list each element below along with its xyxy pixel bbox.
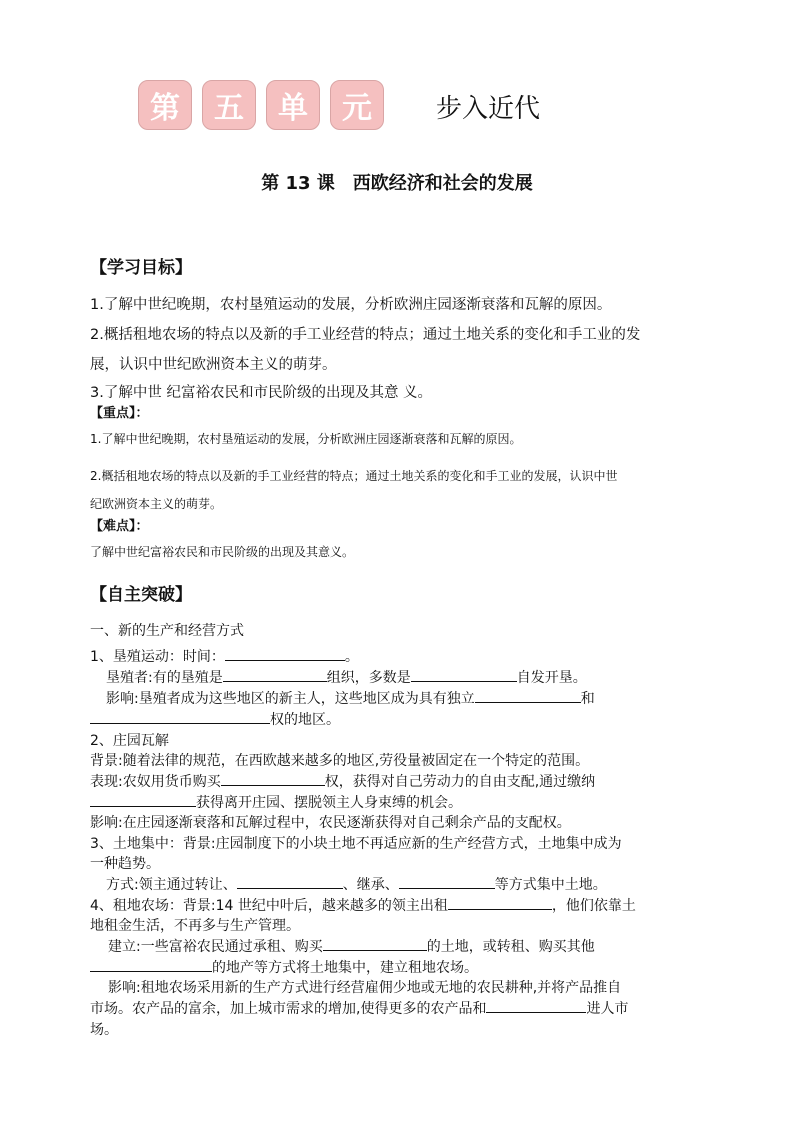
lesson-title: 第 13 课 西欧经济和社会的发展 bbox=[261, 173, 533, 194]
text-line: 垦殖者:有的垦殖是 组织，多数是 自发开垦。 bbox=[106, 667, 587, 687]
unit-char: 五 bbox=[214, 91, 244, 126]
fill-blank[interactable] bbox=[448, 895, 552, 910]
text-line: 权的地区。 bbox=[90, 709, 340, 729]
key-point-item: 纪欧洲资本主义的萌芽。 bbox=[90, 497, 223, 511]
unit-char-box-4 bbox=[330, 80, 384, 130]
fill-blank[interactable] bbox=[90, 709, 270, 724]
text-line: 影响:在庄园逐渐衰落和瓦解过程中，农民逐渐获得对自己剩余产品的支配权。 bbox=[90, 815, 571, 831]
unit-char: 第 bbox=[150, 91, 180, 126]
key-point-item: 1.了解中世纪晚期，农村垦殖运动的发展，分析欧洲庄园逐渐衰落和瓦解的原因。 bbox=[90, 432, 522, 446]
text-line: 背景:随着法律的规范，在西欧越来越多的地区,劳役量被固定在一个特定的范围。 bbox=[90, 753, 590, 769]
text-line: 的地产等方式将土地集中，建立租地农场。 bbox=[90, 957, 478, 977]
difficulty-item: 了解中世纪富裕农民和市民阶级的出现及其意义。 bbox=[90, 545, 355, 559]
self-study-heading: 【自主突破】 bbox=[90, 585, 192, 605]
text-line: 方式:领主通过转让、 、继承、 等方式集中土地。 bbox=[106, 874, 607, 894]
fill-blank[interactable] bbox=[90, 957, 212, 972]
text-line: 一种趋势。 bbox=[90, 856, 160, 872]
fill-blank[interactable] bbox=[399, 874, 495, 889]
fill-blank[interactable] bbox=[323, 936, 427, 951]
objectives-heading: 【学习目标】 bbox=[90, 258, 192, 278]
key-points-heading: 【重点】： bbox=[90, 406, 149, 421]
text-line: 2、庄园瓦解 bbox=[90, 733, 169, 749]
text-line: 表现:农奴用货币购买 权，获得对自己劳动力的自由支配,通过缴纳 bbox=[90, 771, 595, 791]
text-line: 3、土地集中：背景:庄园制度下的小块土地不再适应新的生产经营方式，土地集中成为 bbox=[90, 836, 622, 852]
objective-item: 展，认识中世纪欧洲资本主义的萌芽。 bbox=[90, 357, 337, 373]
objective-item: 2.概括租地农场的特点以及新的手工业经营的特点；通过土地关系的变化和手工业的发 bbox=[90, 327, 641, 343]
text-line: 地租金生活，不再多与生产管理。 bbox=[90, 918, 300, 934]
text-line: 建立:一些富裕农民通过承租、购买 的土地，或转租、购买其他 bbox=[108, 936, 595, 956]
fill-blank[interactable] bbox=[237, 874, 343, 889]
fill-blank[interactable] bbox=[486, 998, 586, 1013]
text-line: 场。 bbox=[90, 1022, 118, 1038]
text-line: 4、租地农场：背景:14 世纪中叶后，越来越多的领主出租 ，他们依靠土 bbox=[90, 895, 636, 915]
text-line: 影响:垦殖者成为这些地区的新主人，这些地区成为具有独立 和 bbox=[106, 688, 595, 708]
objective-item: 3.了解中世 纪富裕农民和市民阶级的出现及其意 义。 bbox=[90, 385, 433, 401]
text-line: 影响:租地农场采用新的生产方式进行经营雇佣少地或无地的农民耕种,并将产品推自 bbox=[108, 980, 622, 996]
fill-blank[interactable] bbox=[475, 688, 581, 703]
section-title: 一、新的生产和经营方式 bbox=[90, 623, 244, 639]
difficulties-heading: 【难点】： bbox=[90, 519, 149, 534]
text-line: 市场。农产品的富余，加上城市需求的增加,使得更多的农产品和 进人市 bbox=[90, 998, 628, 1018]
unit-char: 元 bbox=[342, 91, 372, 126]
fill-blank[interactable] bbox=[221, 771, 325, 786]
unit-char-box-1 bbox=[138, 80, 192, 130]
text-line: 获得离开庄园、摆脱领主人身束缚的机会。 bbox=[90, 792, 462, 812]
fill-blank[interactable] bbox=[225, 646, 345, 661]
text-line: 1、垦殖运动：时间： 。 bbox=[90, 646, 359, 666]
objective-item: 1.了解中世纪晚期，农村垦殖运动的发展，分析欧洲庄园逐渐衰落和瓦解的原因。 bbox=[90, 297, 612, 313]
unit-char-box-3 bbox=[266, 80, 320, 130]
key-point-item: 2.概括租地农场的特点以及新的手工业经营的特点；通过土地关系的变化和手工业的发展，认识中世 bbox=[90, 469, 618, 483]
unit-char: 单 bbox=[278, 91, 308, 126]
fill-blank[interactable] bbox=[90, 792, 196, 807]
fill-blank[interactable] bbox=[411, 667, 517, 682]
unit-char-box-2 bbox=[202, 80, 256, 130]
fill-blank[interactable] bbox=[223, 667, 327, 682]
unit-title: 步入近代 bbox=[436, 94, 541, 124]
